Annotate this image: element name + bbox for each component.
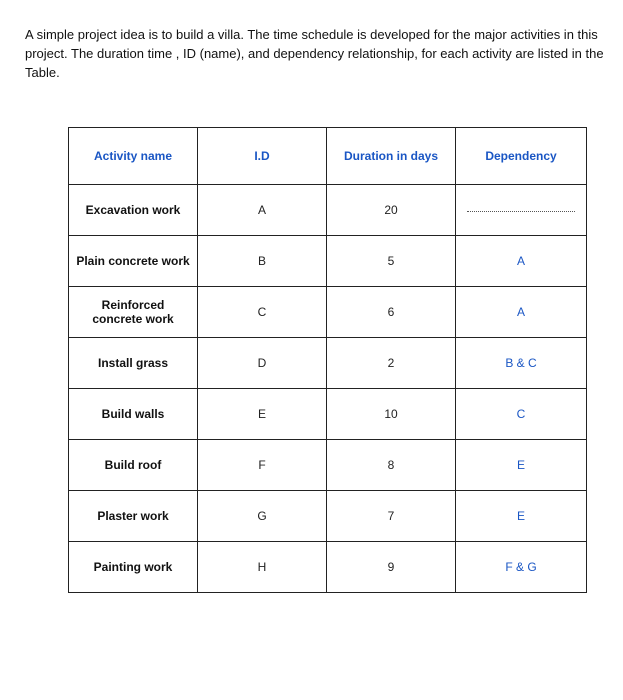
dependency-cell: E — [456, 491, 587, 542]
activity-name-cell: Build walls — [69, 389, 198, 440]
table-row — [69, 440, 587, 491]
activity-id-cell: F — [198, 440, 327, 491]
activity-id-cell: G — [198, 491, 327, 542]
table-row — [69, 185, 587, 236]
activity-id-cell: D — [198, 338, 327, 389]
duration-cell: 6 — [327, 287, 456, 338]
table-row — [69, 542, 587, 593]
duration-cell: 9 — [327, 542, 456, 593]
duration-cell: 20 — [327, 185, 456, 236]
dependency-cell: A — [456, 236, 587, 287]
activity-name-cell: Plaster work — [69, 491, 198, 542]
header-activity-name: Activity name — [69, 128, 198, 185]
header-dependency: Dependency — [456, 128, 587, 185]
header-id: I.D — [198, 128, 327, 185]
activity-schedule-table — [68, 127, 587, 593]
activity-name-cell: Install grass — [69, 338, 198, 389]
duration-cell: 2 — [327, 338, 456, 389]
dependency-cell: A — [456, 287, 587, 338]
table-row — [69, 287, 587, 338]
table-header-row — [69, 128, 587, 185]
activity-name-cell: Painting work — [69, 542, 198, 593]
blank-dependency-line — [467, 210, 575, 212]
activity-name-cell: Excavation work — [69, 185, 198, 236]
activity-id-cell: A — [198, 185, 327, 236]
dependency-cell: E — [456, 440, 587, 491]
activity-id-cell: E — [198, 389, 327, 440]
activity-name-cell: Reinforced concrete work — [69, 287, 198, 338]
dependency-cell: C — [456, 389, 587, 440]
header-duration: Duration in days — [327, 128, 456, 185]
duration-cell: 10 — [327, 389, 456, 440]
table-row — [69, 338, 587, 389]
dependency-cell: F & G — [456, 542, 587, 593]
table-row — [69, 491, 587, 542]
table-row — [69, 236, 587, 287]
intro-paragraph: A simple project idea is to build a villa. The time schedule is developed for the major activities in this project. The duration time , ID (name), and dependency relationship, for each activity are listed in the Table. — [25, 27, 604, 80]
activity-name-cell: Build roof — [69, 440, 198, 491]
duration-cell: 7 — [327, 491, 456, 542]
dependency-cell: B & C — [456, 338, 587, 389]
duration-cell: 5 — [327, 236, 456, 287]
table-row — [69, 389, 587, 440]
dependency-cell — [456, 185, 587, 236]
activity-id-cell: B — [198, 236, 327, 287]
activity-id-cell: C — [198, 287, 327, 338]
duration-cell: 8 — [327, 440, 456, 491]
activity-id-cell: H — [198, 542, 327, 593]
activity-name-cell: Plain concrete work — [69, 236, 198, 287]
